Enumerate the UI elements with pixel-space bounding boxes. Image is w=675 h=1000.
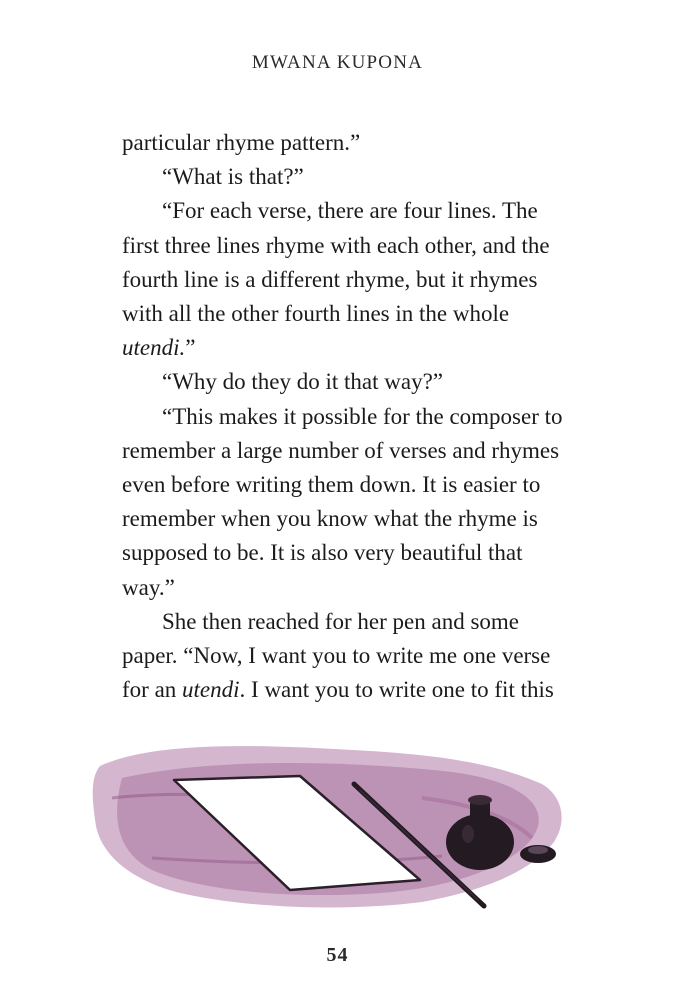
ink-cap-icon [520, 845, 556, 863]
text-fragment: ” [185, 335, 196, 361]
text-line: “For each verse, there are four lines. The [162, 198, 538, 224]
page-number: 54 [326, 944, 349, 966]
running-title: MWANA KUPONA [251, 52, 424, 73]
text-line: first three lines rhyme with each other, and the [122, 232, 550, 258]
text-fragment: . I want you to write one to fit this [239, 677, 554, 703]
italic-word: utendi. [122, 335, 186, 361]
text-line: way.” [122, 574, 175, 600]
text-line: paper. “Now, I want you to write me one verse [122, 643, 551, 669]
text-line [122, 331, 622, 365]
text-line: supposed to be. It is also very beautiful that [122, 540, 523, 566]
text-line: She then reached for her pen and some [162, 608, 519, 634]
text-line: “This makes it possible for the composer to [162, 403, 563, 429]
text-fragment: for an [122, 677, 183, 703]
text-line: “What is that?” [162, 164, 304, 190]
paper-pen-inkwell-illustration [92, 738, 572, 913]
text-line: particular rhyme pattern.” [122, 130, 361, 155]
text-line: fourth line is a different rhyme, but it rhymes [122, 266, 538, 292]
text-line [122, 673, 622, 707]
text-line: remember when you know what the rhyme is [122, 506, 538, 532]
italic-word: utendi [182, 677, 240, 703]
text-line: “Why do they do it that way?” [162, 369, 444, 395]
text-line: with all the other fourth lines in the whole [122, 301, 510, 327]
body-text [122, 126, 622, 707]
text-line: remember a large number of verses and rhymes [122, 437, 560, 463]
text-line: even before writing them down. It is easier to [122, 472, 541, 498]
